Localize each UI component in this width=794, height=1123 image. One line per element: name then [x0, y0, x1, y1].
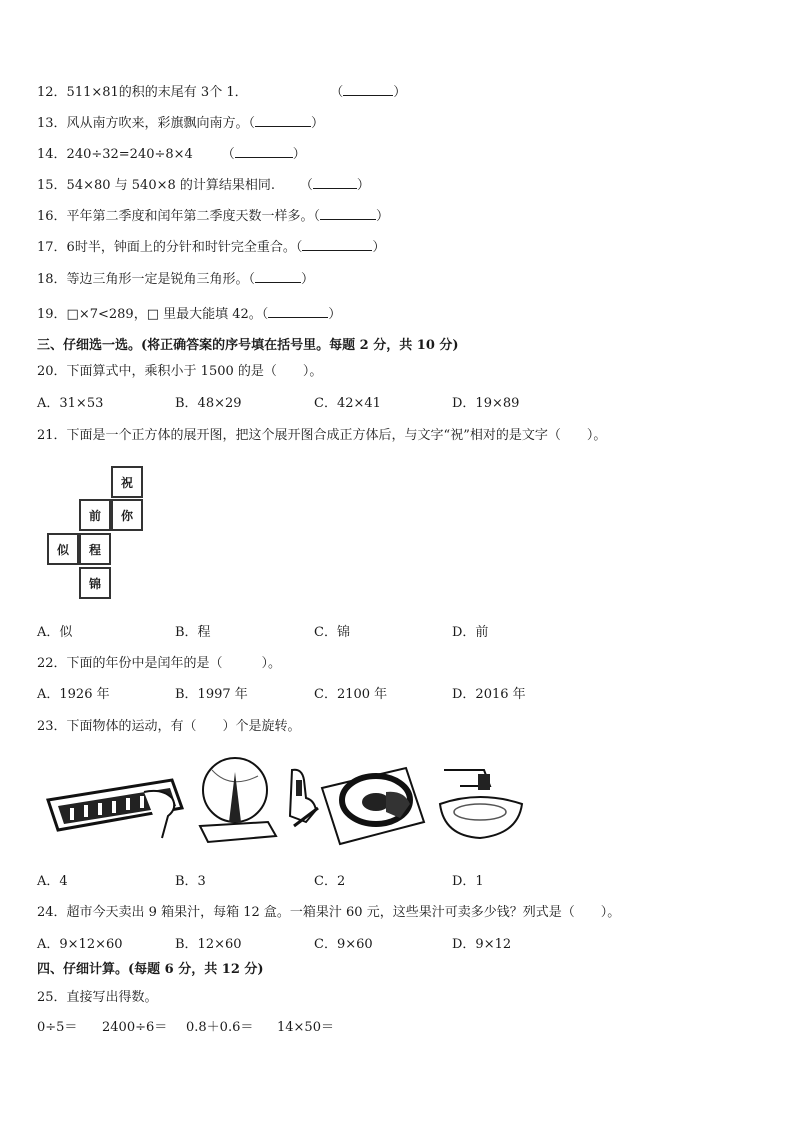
q21-option-d[interactable]: D．前 [452, 625, 489, 640]
net-cell-si: 似 [47, 533, 79, 565]
q22-option-a[interactable]: A．1926 年 [37, 687, 110, 702]
calc-item: 0.8＋0.6＝ [186, 1020, 254, 1035]
q23-option-c[interactable]: C．2 [314, 874, 346, 889]
q22-option-c[interactable]: C．2100 年 [314, 687, 388, 702]
q24-option-d[interactable]: D．9×12 [452, 937, 512, 952]
q20-option-a[interactable]: A．31×53 [37, 396, 104, 411]
answer-blank[interactable] [268, 306, 328, 318]
question-17: 17．6时半，钟面上的分针和时针完全重合。（ ） [37, 240, 386, 255]
answer-blank[interactable] [235, 146, 293, 158]
net-cell-jin: 锦 [79, 567, 111, 599]
question-13: 13．风从南方吹来，彩旗飘向南方。（ ） [37, 116, 325, 131]
question-20: 20．下面算式中，乘积小于 1500 的是（ ）。 [37, 364, 323, 379]
net-cell-ni: 你 [111, 499, 143, 531]
question-23: 23．下面物体的运动，有（ ）个是旋转。 [37, 719, 301, 734]
q20-option-d[interactable]: D．19×89 [452, 396, 520, 411]
answer-blank[interactable] [320, 208, 376, 220]
question-21: 21．下面是一个正方体的展开图，把这个展开图合成正方体后，与文字“祝”相对的是文字（ ）。 [37, 428, 607, 443]
q24-option-b[interactable]: B．12×60 [175, 937, 242, 952]
q22-option-b[interactable]: B．1997 年 [175, 687, 248, 702]
section-3-title: 三、仔细选一选。(将正确答案的序号填在括号里。每题 2 分，共 10 分) [37, 338, 459, 353]
question-24: 24．超市今天卖出 9 箱果汁，每箱 12 盒。一箱果汁 60 元，这些果汁可卖多少钱？列式是（ ）。 [37, 905, 621, 920]
answer-blank[interactable] [302, 239, 372, 251]
q24-option-c[interactable]: C．9×60 [314, 937, 373, 952]
answer-blank[interactable] [255, 271, 301, 283]
question-16: 16．平年第二季度和闰年第二季度天数一样多。（ ） [37, 209, 390, 224]
q24-option-a[interactable]: A．9×12×60 [37, 937, 123, 952]
net-cell-cheng: 程 [79, 533, 111, 565]
question-25: 25．直接写出得数。 [37, 990, 158, 1005]
question-22: 22．下面的年份中是闰年的是（ ）。 [37, 656, 282, 671]
steering-wheel-image [318, 758, 428, 846]
faucet-image [434, 764, 524, 848]
answer-blank[interactable] [255, 115, 311, 127]
q22-option-d[interactable]: D．2016 年 [452, 687, 526, 702]
question-15: 15．54×80 与 540×8 的计算结果相同. （ ） [37, 178, 370, 193]
q21-option-a[interactable]: A．似 [37, 625, 73, 640]
q21-option-b[interactable]: B．程 [175, 625, 211, 640]
net-cell-zhu: 祝 [111, 466, 143, 498]
q20-option-c[interactable]: C．42×41 [314, 396, 381, 411]
section-4-title: 四、仔细计算。(每题 6 分，共 12 分) [37, 962, 264, 977]
calc-item: 14×50＝ [277, 1020, 334, 1035]
q23-option-a[interactable]: A．4 [37, 874, 68, 889]
net-cell-qian: 前 [79, 499, 111, 531]
calc-item: 0÷5＝ [37, 1020, 78, 1035]
q21-option-c[interactable]: C．锦 [314, 625, 350, 640]
question-14: 14．240÷32=240÷8×4 （ ） [37, 147, 306, 162]
abacus-image [44, 758, 184, 842]
question-18: 18．等边三角形一定是锐角三角形。（ ） [37, 272, 315, 287]
q23-option-d[interactable]: D．1 [452, 874, 484, 889]
question-19: 19．□×7<289，□ 里最大能填 42。（ ） [37, 307, 342, 322]
calc-item: 2400÷6＝ [102, 1020, 168, 1035]
q20-option-b[interactable]: B．48×29 [175, 396, 242, 411]
question-12: 12．511×81的积的末尾有 3个 1． （ ） [37, 85, 407, 100]
globe-image [190, 752, 280, 844]
answer-blank[interactable] [313, 177, 357, 189]
answer-blank[interactable] [343, 84, 393, 96]
q23-option-b[interactable]: B．3 [175, 874, 206, 889]
